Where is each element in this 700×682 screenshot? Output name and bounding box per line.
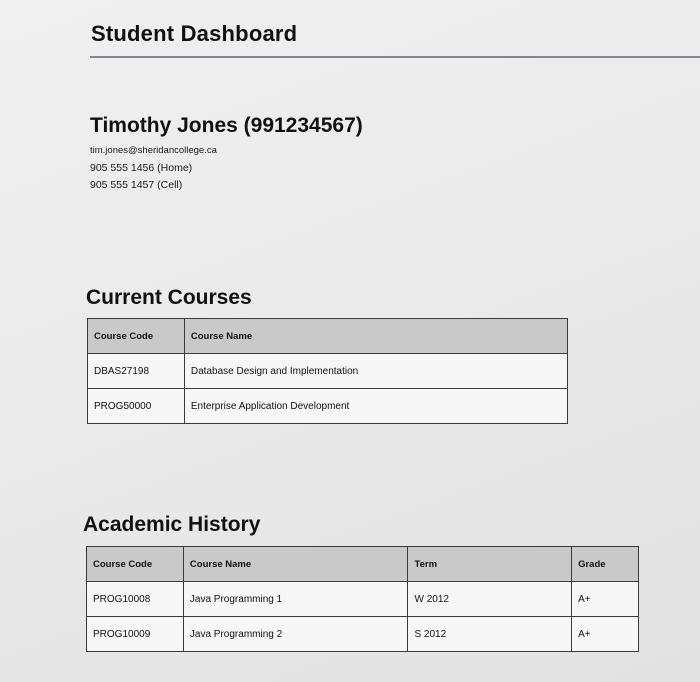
table-header-row	[87, 547, 639, 582]
course-code-cell: DBAS27198	[88, 354, 185, 389]
column-header-term: Term	[408, 547, 572, 582]
course-name-cell: Java Programming 2	[183, 617, 408, 652]
term-cell: S 2012	[408, 617, 572, 652]
column-header-grade: Grade	[572, 547, 639, 582]
current-courses-heading: Current Courses	[86, 286, 252, 309]
page-title: Student Dashboard	[91, 21, 298, 46]
current-courses-table	[87, 318, 568, 424]
grade-cell: A+	[572, 617, 639, 652]
course-name-cell: Enterprise Application Development	[184, 389, 567, 424]
table-header-row	[88, 319, 568, 354]
table-row	[88, 389, 568, 424]
student-cell-phone: 905 555 1457 (Cell)	[90, 179, 183, 191]
course-code-cell: PROG50000	[88, 389, 185, 424]
student-email: tim.jones@sheridancollege.ca	[90, 145, 217, 156]
course-code-cell: PROG10008	[87, 582, 184, 617]
grade-cell: A+	[572, 582, 639, 617]
table-row	[87, 582, 639, 617]
course-name-cell: Database Design and Implementation	[184, 354, 567, 389]
table-row	[87, 617, 639, 652]
table-row	[88, 354, 568, 389]
course-name-cell: Java Programming 1	[183, 582, 408, 617]
column-header-course-name: Course Name	[184, 319, 567, 354]
academic-history-table	[86, 546, 639, 652]
title-divider	[90, 56, 700, 58]
term-cell: W 2012	[408, 582, 572, 617]
student-name: Timothy Jones (991234567)	[90, 114, 363, 137]
academic-history-heading: Academic History	[83, 513, 261, 536]
column-header-course-code: Course Code	[88, 319, 185, 354]
course-code-cell: PROG10009	[87, 617, 184, 652]
student-home-phone: 905 555 1456 (Home)	[90, 162, 193, 174]
column-header-course-code: Course Code	[87, 547, 184, 582]
column-header-course-name: Course Name	[183, 547, 408, 582]
